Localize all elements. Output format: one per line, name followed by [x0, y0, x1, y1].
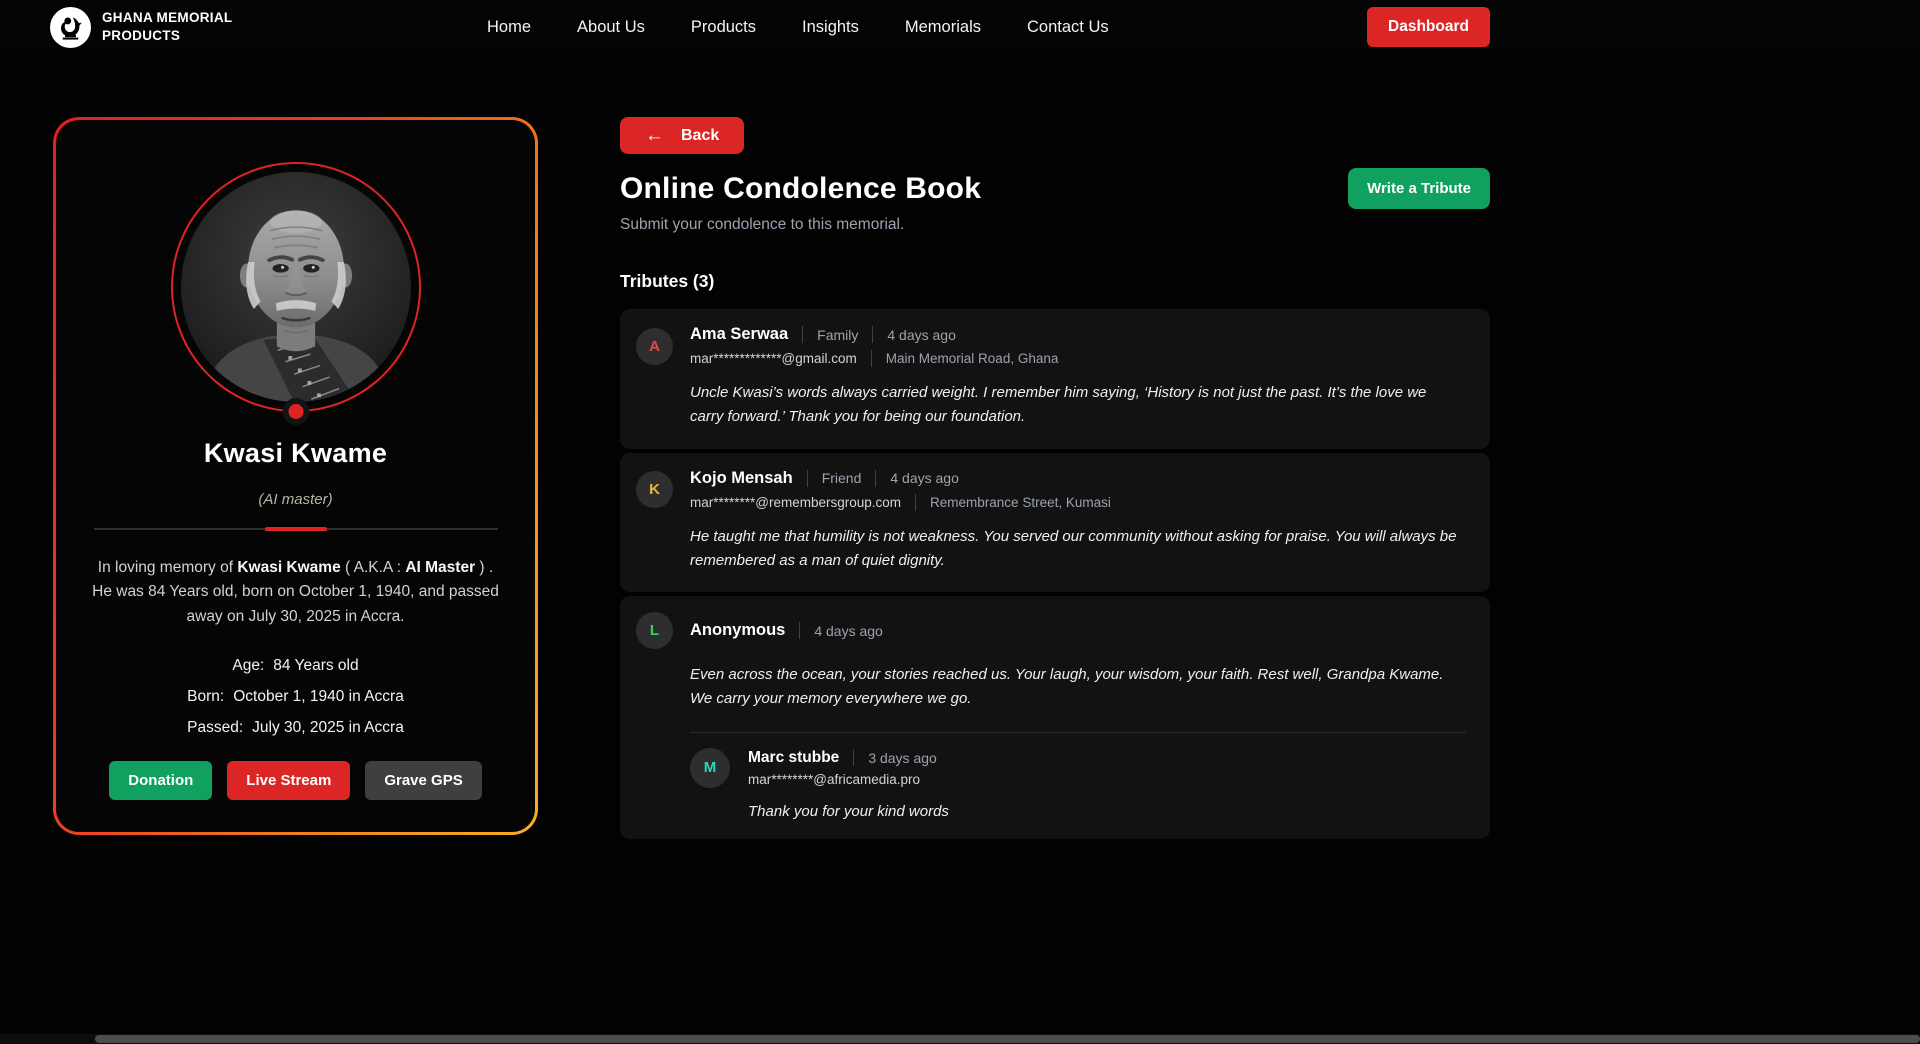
grave-gps-button[interactable]: Grave GPS [365, 761, 481, 800]
tribute-location: Main Memorial Road, Ghana [885, 351, 1059, 366]
memorial-profile-card-inner [56, 120, 535, 832]
nav-item-insights[interactable]: Insights [802, 17, 859, 36]
memorial-profile-card [53, 117, 538, 835]
age-row: Age: 84 Years old [232, 657, 359, 675]
divider [94, 528, 498, 530]
tribute-message: He taught me that humility is not weakness. You served our community without asking for praise. You will always be remembered as a man of quiet dignity. [690, 527, 1457, 569]
reply-timestamp: 3 days ago [868, 749, 937, 766]
memorial-alias: (AI master) [258, 491, 333, 508]
tribute-location: Remembrance Street, Kumasi [930, 494, 1111, 510]
avatar: L [636, 612, 673, 649]
condolence-section [620, 117, 1490, 839]
born-row: Born: October 1, 1940 in Accra [187, 688, 404, 706]
reply-author: Marc stubbe [748, 748, 840, 766]
tribute-timestamp: 4 days ago [887, 326, 956, 343]
nav-item-about-us[interactable]: About Us [577, 17, 645, 36]
memorial-details [187, 644, 404, 737]
top-navbar [0, 0, 1920, 54]
separator [871, 350, 872, 367]
tribute-email: mar*************@gmail.com [690, 351, 857, 366]
separator [807, 470, 808, 487]
avatar: M [690, 748, 730, 788]
brand-logo[interactable] [50, 7, 232, 48]
tribute-author: Ama Serwaa [690, 325, 789, 343]
dashboard-button[interactable]: Dashboard [1367, 7, 1490, 47]
separator [875, 470, 876, 487]
tribute-reply [690, 732, 1466, 820]
main-nav [487, 0, 1109, 54]
memorial-bio: In loving memory of Kwasi Kwame ( A.K.A : AI Master ) . He was 84 Years old, born on October 1, 1940, and passed away on July 30, 2025 in Accra. [92, 559, 499, 625]
divider-accent [265, 527, 327, 531]
tribute-card [620, 309, 1490, 449]
status-dot-icon [282, 398, 309, 425]
donation-button[interactable]: Donation [109, 761, 212, 800]
tribute-card [620, 453, 1490, 593]
avatar: A [636, 328, 673, 365]
live-stream-button[interactable]: Live Stream [227, 761, 350, 800]
tribute-timestamp: 4 days ago [890, 470, 959, 487]
memorial-actions [109, 761, 481, 800]
nav-item-products[interactable]: Products [690, 17, 757, 36]
page-content [0, 54, 1920, 839]
back-arrow-icon: ← [645, 125, 664, 146]
nav-item-contact-us[interactable]: Contact Us [1027, 17, 1109, 36]
tribute-message: Uncle Kwasi’s words always carried weight. I remember him saying, ‘History is not just the past. It’s the love we carry forward.’ Thank you for being our foundation. [690, 384, 1427, 426]
tribute-author: Kojo Mensah [690, 468, 793, 487]
tribute-relation: Friend [821, 470, 862, 487]
memorial-name: Kwasi Kwame [203, 438, 388, 468]
page-title: Online Condolence Book [620, 171, 982, 205]
brand-name: GHANA MEMORIAL PRODUCTS [102, 10, 233, 43]
horizontal-scrollbar-thumb[interactable] [95, 1035, 1920, 1043]
separator [799, 622, 800, 639]
portrait-ring [171, 162, 421, 412]
write-a-tribute-button[interactable]: Write a Tribute [1348, 168, 1490, 209]
sankofa-logo-icon [50, 7, 91, 48]
separator [872, 326, 873, 343]
back-button[interactable]: ← Back [620, 117, 744, 154]
reply-message: Thank you for your kind words [748, 802, 949, 820]
avatar: K [636, 471, 673, 508]
tribute-author: Anonymous [690, 621, 786, 640]
tribute-email: mar********@remembersgroup.com [690, 494, 902, 510]
separator [853, 749, 854, 766]
tribute-card [620, 596, 1490, 839]
memorial-portrait [181, 172, 411, 402]
page-subtitle: Submit your condolence to this memorial. [620, 216, 905, 233]
horizontal-scrollbar [0, 1034, 1920, 1044]
nav-item-home[interactable]: Home [487, 17, 532, 36]
separator [915, 494, 916, 511]
tributes-count-heading: Tributes (3) [620, 271, 715, 291]
tribute-message: Even across the ocean, your stories reached us. Your laugh, your wisdom, your faith. Rest well, Grandpa Kwame. We carry your memory everywhere we go. [690, 666, 1444, 708]
nav-item-memorials[interactable]: Memorials [904, 17, 981, 36]
reply-email: mar********@africamedia.pro [748, 771, 921, 787]
passed-row: Passed: July 30, 2025 in Accra [187, 719, 404, 737]
tribute-timestamp: 4 days ago [814, 622, 883, 639]
tribute-relation: Family [817, 326, 859, 343]
separator [802, 326, 803, 343]
